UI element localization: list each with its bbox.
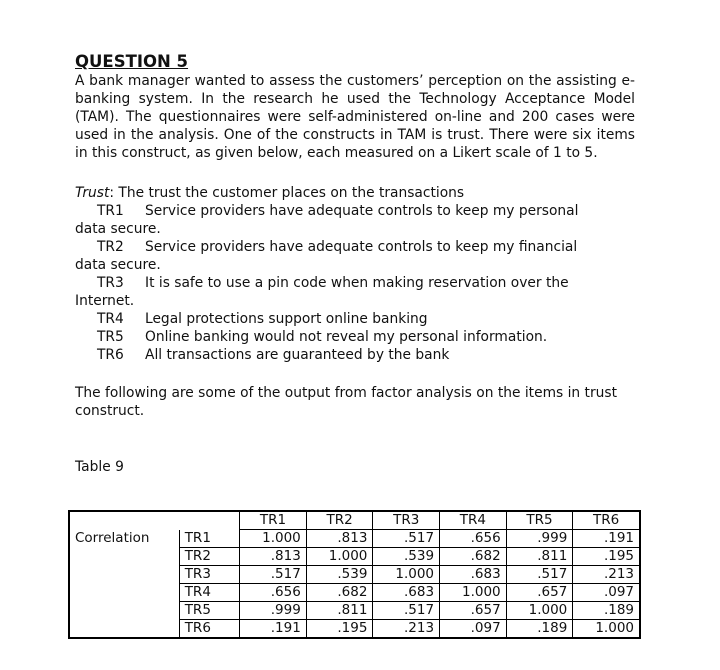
table-row <box>69 584 640 602</box>
item-code: TR3 <box>97 275 124 291</box>
correlation-value: 1.000 <box>373 566 440 584</box>
correlation-value: .656 <box>240 584 307 602</box>
correlation-value: 1.000 <box>573 620 640 639</box>
following-text: The following are some of the output from factor analysis on the items in trust construct. <box>75 385 617 419</box>
table-row <box>69 602 640 620</box>
question-document <box>75 52 635 476</box>
correlation-value: .517 <box>240 566 307 584</box>
correlation-value: 1.000 <box>506 602 573 620</box>
table-row <box>69 620 640 639</box>
row-header: TR1 <box>179 530 239 548</box>
item-text: It is safe to use a pin code when making reservation over the <box>145 275 569 291</box>
trust-items-list <box>75 202 635 364</box>
correlation-value: .191 <box>240 620 307 639</box>
correlation-value: .813 <box>306 530 373 548</box>
blank-cell <box>179 511 239 530</box>
correlation-value: .195 <box>573 548 640 566</box>
item-code: TR5 <box>97 329 124 345</box>
item-text: Service providers have adequate controls to keep my financial <box>145 239 578 255</box>
row-header: TR2 <box>179 548 239 566</box>
correlation-value: .811 <box>306 602 373 620</box>
correlation-value: .999 <box>240 602 307 620</box>
correlation-value: 1.000 <box>440 584 507 602</box>
correlation-table <box>68 510 641 639</box>
item-text: Online banking would not reveal my personal information. <box>145 329 548 345</box>
table-header-row <box>69 511 640 530</box>
correlation-value: .999 <box>506 530 573 548</box>
trust-item-continuation: Internet. <box>75 293 135 309</box>
trust-item-continuation: data secure. <box>75 221 161 237</box>
correlation-value: .657 <box>440 602 507 620</box>
row-header: TR3 <box>179 566 239 584</box>
item-code: TR2 <box>97 239 124 255</box>
blank-cell <box>69 511 179 530</box>
correlation-value: .213 <box>573 566 640 584</box>
trust-description: : The trust the customer places on the transactions <box>109 185 465 201</box>
correlation-value: .097 <box>573 584 640 602</box>
correlation-label: Correlation <box>75 530 150 546</box>
item-code: TR4 <box>97 311 124 327</box>
trust-heading <box>75 184 635 202</box>
column-header: TR1 <box>240 511 307 530</box>
trust-item <box>75 202 635 220</box>
correlation-value: 1.000 <box>306 548 373 566</box>
blank-cell <box>69 548 179 566</box>
trust-item <box>75 310 635 328</box>
correlation-value: 1.000 <box>240 530 307 548</box>
correlation-value: .683 <box>373 584 440 602</box>
item-code: TR1 <box>97 203 124 219</box>
item-text: Service providers have adequate controls to keep my personal <box>145 203 579 219</box>
correlation-value: .517 <box>373 530 440 548</box>
blank-cell <box>69 602 179 620</box>
correlation-value: .539 <box>373 548 440 566</box>
blank-cell <box>69 620 179 639</box>
correlation-value: .213 <box>373 620 440 639</box>
correlation-value: .189 <box>573 602 640 620</box>
correlation-value: .539 <box>306 566 373 584</box>
item-text: All transactions are guaranteed by the bank <box>145 347 450 363</box>
item-text: Legal protections support online banking <box>145 311 428 327</box>
trust-item <box>75 274 635 292</box>
row-header: TR5 <box>179 602 239 620</box>
correlation-value: .195 <box>306 620 373 639</box>
column-header: TR4 <box>440 511 507 530</box>
row-header: TR6 <box>179 620 239 639</box>
correlation-value: .657 <box>506 584 573 602</box>
correlation-value: .097 <box>440 620 507 639</box>
correlation-value: .517 <box>373 602 440 620</box>
blank-cell <box>69 584 179 602</box>
correlation-value: .517 <box>506 566 573 584</box>
correlation-value: .191 <box>573 530 640 548</box>
table-label: Table 9 <box>75 459 124 475</box>
trust-item <box>75 346 635 364</box>
correlation-value: .189 <box>506 620 573 639</box>
table-row <box>69 530 640 548</box>
blank-cell <box>69 566 179 584</box>
trust-word: Trust <box>75 185 110 201</box>
correlation-value: .656 <box>440 530 507 548</box>
correlation-value: .811 <box>506 548 573 566</box>
column-header: TR3 <box>373 511 440 530</box>
row-header: TR4 <box>179 584 239 602</box>
correlation-value: .682 <box>440 548 507 566</box>
correlation-value: .813 <box>240 548 307 566</box>
question-title: QUESTION 5 <box>75 52 189 71</box>
trust-item <box>75 328 635 346</box>
correlation-value: .682 <box>306 584 373 602</box>
column-header: TR5 <box>506 511 573 530</box>
table-row <box>69 548 640 566</box>
column-header: TR6 <box>573 511 640 530</box>
column-header: TR2 <box>306 511 373 530</box>
table-row <box>69 566 640 584</box>
trust-item <box>75 238 635 256</box>
correlation-value: .683 <box>440 566 507 584</box>
trust-item-continuation: data secure. <box>75 257 161 273</box>
question-intro: A bank manager wanted to assess the customers’ perception on the assisting e-banking system. In the research he used the Technology Acceptance Model (TAM). The questionnaires were self-administered on-line and 200 cases were used in the analysis. One of the constructs in TAM is trust. There were six items in this construct, as given below, each measured on a Likert scale of 1 to 5. <box>75 73 635 161</box>
item-code: TR6 <box>97 347 124 363</box>
